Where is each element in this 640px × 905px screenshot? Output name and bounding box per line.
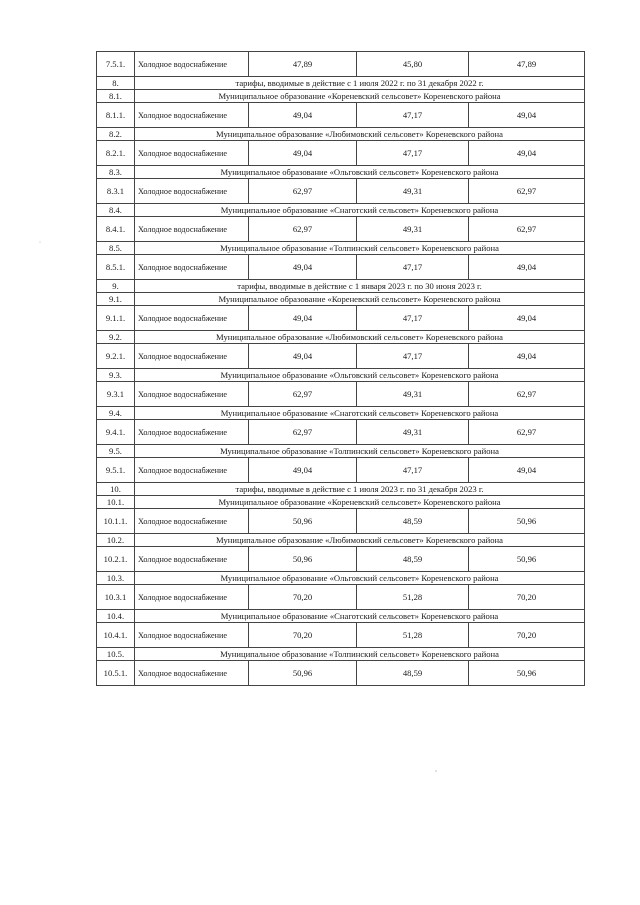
tariff-value-2: 48,59 [357, 661, 469, 686]
tariff-value-2: 51,28 [357, 585, 469, 610]
tariff-value-2: 48,59 [357, 547, 469, 572]
tariff-value-1: 49,04 [249, 103, 357, 128]
service-name: Холодное водоснабжение [135, 509, 249, 534]
tariff-value-2: 47,17 [357, 255, 469, 280]
section-row [97, 128, 585, 141]
section-row [97, 90, 585, 103]
row-number: 10.2. [97, 534, 135, 547]
tariff-value-2: 47,17 [357, 141, 469, 166]
tariff-value-1: 62,97 [249, 420, 357, 445]
section-title: Муниципальное образование «Любимовский сельсовет» Кореневского района [135, 128, 585, 141]
tariff-row [97, 585, 585, 610]
tariff-body [97, 52, 585, 686]
section-row [97, 204, 585, 217]
row-number: 8.5. [97, 242, 135, 255]
section-title: Муниципальное образование «Ольговский сельсовет» Кореневского района [135, 369, 585, 382]
section-row [97, 77, 585, 90]
tariff-value-1: 50,96 [249, 509, 357, 534]
section-title: Муниципальное образование «Толпинский сельсовет» Кореневского района [135, 242, 585, 255]
tariff-value-3: 49,04 [469, 458, 585, 483]
section-row [97, 445, 585, 458]
section-row [97, 648, 585, 661]
service-name: Холодное водоснабжение [135, 306, 249, 331]
section-row [97, 572, 585, 585]
tariff-value-1: 62,97 [249, 382, 357, 407]
row-number: 8.2.1. [97, 141, 135, 166]
section-row [97, 280, 585, 293]
tariff-value-3: 49,04 [469, 255, 585, 280]
section-title: тарифы, вводимые в действие с 1 июля 2023 г. по 31 декабря 2023 г. [135, 483, 585, 496]
row-number: 9.1. [97, 293, 135, 306]
row-number: 9.2. [97, 331, 135, 344]
tariff-row [97, 509, 585, 534]
section-row [97, 331, 585, 344]
service-name: Холодное водоснабжение [135, 585, 249, 610]
tariff-value-1: 49,04 [249, 458, 357, 483]
row-number: 9.4. [97, 407, 135, 420]
row-number: 10.3.1 [97, 585, 135, 610]
section-title: Муниципальное образование «Снаготский сельсовет» Кореневского района [135, 407, 585, 420]
row-number: 9.3.1 [97, 382, 135, 407]
service-name: Холодное водоснабжение [135, 103, 249, 128]
section-row [97, 242, 585, 255]
section-title: Муниципальное образование «Кореневский сельсовет» Кореневского района [135, 293, 585, 306]
tariff-value-3: 49,04 [469, 103, 585, 128]
section-row [97, 534, 585, 547]
row-number: 9.2.1. [97, 344, 135, 369]
service-name: Холодное водоснабжение [135, 52, 249, 77]
section-title: Муниципальное образование «Кореневский сельсовет» Кореневского района [135, 90, 585, 103]
tariff-value-1: 70,20 [249, 585, 357, 610]
service-name: Холодное водоснабжение [135, 255, 249, 280]
row-number: 8.2. [97, 128, 135, 141]
row-number: 10.1.1. [97, 509, 135, 534]
tariff-value-3: 70,20 [469, 623, 585, 648]
tariff-value-3: 62,97 [469, 382, 585, 407]
row-number: 8.1. [97, 90, 135, 103]
tariff-value-1: 50,96 [249, 547, 357, 572]
tariff-row [97, 344, 585, 369]
row-number: 7.5.1. [97, 52, 135, 77]
tariff-value-3: 62,97 [469, 179, 585, 204]
tariff-value-3: 49,04 [469, 141, 585, 166]
tariff-row [97, 382, 585, 407]
tariff-row [97, 103, 585, 128]
row-number: 9.3. [97, 369, 135, 382]
section-title: Муниципальное образование «Кореневский сельсовет» Кореневского района [135, 496, 585, 509]
row-number: 10.2.1. [97, 547, 135, 572]
service-name: Холодное водоснабжение [135, 217, 249, 242]
section-row [97, 483, 585, 496]
tariff-row [97, 547, 585, 572]
row-number: 8.4. [97, 204, 135, 217]
row-number: 10.5.1. [97, 661, 135, 686]
row-number: 10. [97, 483, 135, 496]
service-name: Холодное водоснабжение [135, 141, 249, 166]
tariff-value-3: 50,96 [469, 661, 585, 686]
tariff-value-1: 49,04 [249, 255, 357, 280]
tariff-value-2: 47,17 [357, 103, 469, 128]
section-title: Муниципальное образование «Снаготский сельсовет» Кореневского района [135, 204, 585, 217]
row-number: 10.4.1. [97, 623, 135, 648]
section-row [97, 166, 585, 179]
row-number: 9. [97, 280, 135, 293]
section-title: тарифы, вводимые в действие с 1 января 2023 г. по 30 июня 2023 г. [135, 280, 585, 293]
section-row [97, 610, 585, 623]
section-row [97, 293, 585, 306]
tariff-value-2: 49,31 [357, 217, 469, 242]
row-number: 8. [97, 77, 135, 90]
tariff-value-1: 62,97 [249, 217, 357, 242]
service-name: Холодное водоснабжение [135, 420, 249, 445]
tariff-value-2: 49,31 [357, 382, 469, 407]
section-title: Муниципальное образование «Толпинский сельсовет» Кореневского района [135, 648, 585, 661]
tariff-value-2: 45,80 [357, 52, 469, 77]
row-number: 9.4.1. [97, 420, 135, 445]
tariff-value-1: 50,96 [249, 661, 357, 686]
service-name: Холодное водоснабжение [135, 344, 249, 369]
tariff-row [97, 52, 585, 77]
tariff-value-3: 47,89 [469, 52, 585, 77]
section-row [97, 407, 585, 420]
tariff-value-3: 62,97 [469, 217, 585, 242]
tariff-value-2: 47,17 [357, 344, 469, 369]
service-name: Холодное водоснабжение [135, 623, 249, 648]
tariff-value-1: 49,04 [249, 344, 357, 369]
tariff-row [97, 623, 585, 648]
section-title: Муниципальное образование «Ольговский сельсовет» Кореневского района [135, 166, 585, 179]
tariff-table [96, 51, 585, 686]
tariff-row [97, 217, 585, 242]
row-number: 10.4. [97, 610, 135, 623]
row-number: 8.5.1. [97, 255, 135, 280]
section-row [97, 496, 585, 509]
tariff-row [97, 141, 585, 166]
row-number: 10.5. [97, 648, 135, 661]
service-name: Холодное водоснабжение [135, 179, 249, 204]
tariff-value-2: 49,31 [357, 420, 469, 445]
section-title: тарифы, вводимые в действие с 1 июля 2022 г. по 31 декабря 2022 г. [135, 77, 585, 90]
tariff-row [97, 255, 585, 280]
tariff-value-1: 47,89 [249, 52, 357, 77]
tariff-value-2: 48,59 [357, 509, 469, 534]
section-row [97, 369, 585, 382]
tariff-row [97, 179, 585, 204]
tariff-value-3: 49,04 [469, 344, 585, 369]
row-number: 8.1.1. [97, 103, 135, 128]
tariff-value-1: 49,04 [249, 306, 357, 331]
row-number: 9.5. [97, 445, 135, 458]
tariff-value-3: 49,04 [469, 306, 585, 331]
tariff-value-2: 51,28 [357, 623, 469, 648]
service-name: Холодное водоснабжение [135, 382, 249, 407]
row-number: 8.4.1. [97, 217, 135, 242]
section-title: Муниципальное образование «Толпинский сельсовет» Кореневского района [135, 445, 585, 458]
tariff-row [97, 661, 585, 686]
row-number: 9.5.1. [97, 458, 135, 483]
tariff-value-3: 50,96 [469, 509, 585, 534]
row-number: 9.1.1. [97, 306, 135, 331]
tariff-value-3: 70,20 [469, 585, 585, 610]
tariff-value-1: 62,97 [249, 179, 357, 204]
tariff-value-2: 47,17 [357, 458, 469, 483]
section-title: Муниципальное образование «Любимовский сельсовет» Кореневского района [135, 534, 585, 547]
tariff-value-1: 49,04 [249, 141, 357, 166]
tariff-value-3: 50,96 [469, 547, 585, 572]
row-number: 10.3. [97, 572, 135, 585]
row-number: 10.1. [97, 496, 135, 509]
section-title: Муниципальное образование «Снаготский сельсовет» Кореневского района [135, 610, 585, 623]
section-title: Муниципальное образование «Любимовский сельсовет» Кореневского района [135, 331, 585, 344]
service-name: Холодное водоснабжение [135, 547, 249, 572]
tariff-value-2: 49,31 [357, 179, 469, 204]
service-name: Холодное водоснабжение [135, 458, 249, 483]
section-title: Муниципальное образование «Ольговский сельсовет» Кореневского района [135, 572, 585, 585]
tariff-value-1: 70,20 [249, 623, 357, 648]
tariff-row [97, 306, 585, 331]
tariff-row [97, 420, 585, 445]
tariff-value-2: 47,17 [357, 306, 469, 331]
tariff-row [97, 458, 585, 483]
row-number: 8.3.1 [97, 179, 135, 204]
tariff-value-3: 62,97 [469, 420, 585, 445]
row-number: 8.3. [97, 166, 135, 179]
service-name: Холодное водоснабжение [135, 661, 249, 686]
